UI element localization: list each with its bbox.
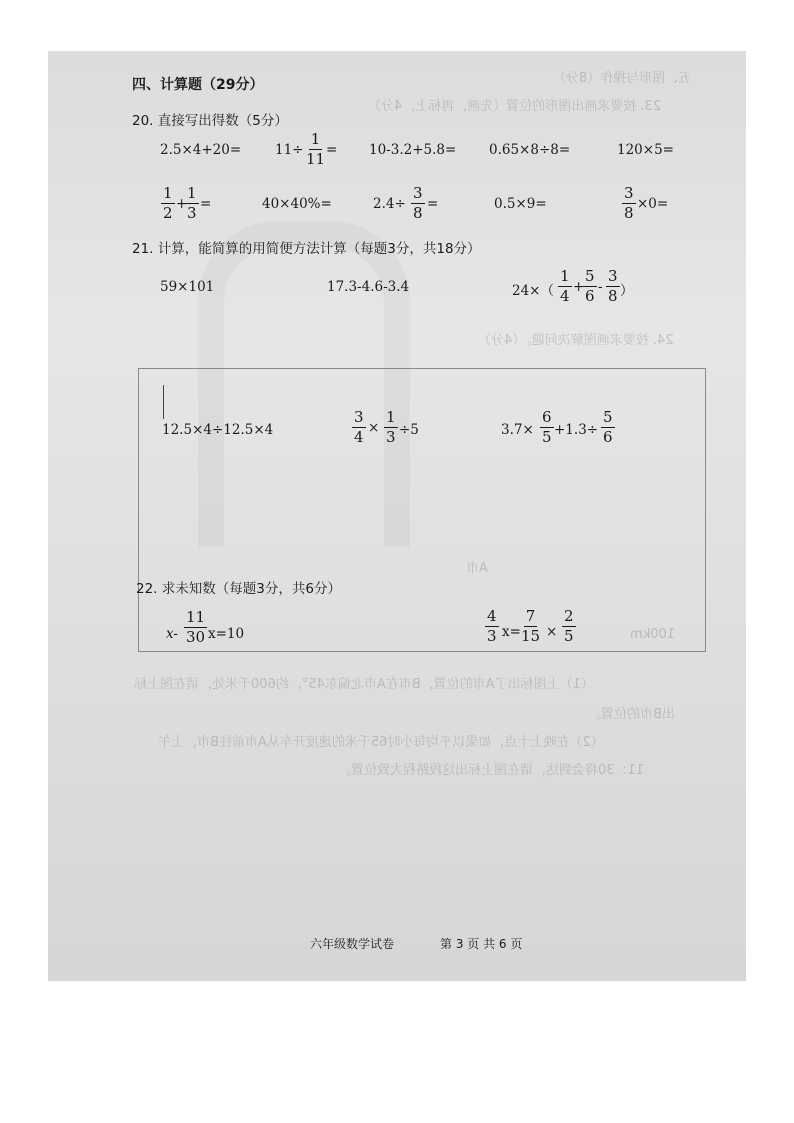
q20-expr-6-op: +: [176, 196, 188, 212]
pen-mark: [163, 385, 164, 419]
bleed-text-p1: （1）上图标出了A市的位置，B市在A市北偏东45°，约600千米处，请在图上标: [134, 677, 594, 692]
q20-expr-2-frac: $\frac{1}{11}$: [306, 130, 326, 168]
q21-expr-5-post: ÷5: [399, 422, 419, 438]
q21-expr-5-frac2: $\frac{1}{3}$: [386, 408, 396, 446]
q22-expr-1-frac: $\frac{11}{30}$: [186, 608, 206, 646]
footer-title: 六年级数学试卷: [310, 937, 395, 951]
q20-expr-10-frac: $\frac{3}{8}$: [624, 184, 634, 222]
q21-expr-6-frac2: $\frac{5}{6}$: [603, 408, 613, 446]
q22-expr-1-post: x=10: [208, 626, 245, 642]
q21-expr-4: 12.5×4÷12.5×4: [162, 422, 274, 438]
q21-expr-2: 17.3-4.6-3.4: [327, 279, 410, 295]
section-title: 四、计算题（29分）: [132, 77, 264, 93]
q20-expr-10-post: ×0=: [637, 196, 669, 212]
bleed-text-p2: 出B市的位置。: [588, 707, 675, 722]
q20-expr-8-post: =: [427, 196, 439, 212]
bleed-text-city: A市: [466, 561, 488, 576]
q21-expr-5-frac1: $\frac{3}{4}$: [354, 408, 364, 446]
q22-expr-2-frac2: $\frac{7}{15}$: [521, 607, 541, 645]
footer-page-number: 第 3 页 共 6 页: [440, 937, 523, 951]
q22-title: 22. 求未知数（每题3分，共6分）: [136, 581, 341, 597]
q20-expr-6-frac2: $\frac{1}{3}$: [187, 184, 197, 222]
q20-expr-7: 40×40%=: [262, 196, 332, 212]
q21-expr-6-mid: +1.3÷: [554, 422, 599, 438]
q21-expr-1: 59×101: [160, 279, 215, 295]
q21-expr-6-pre: 3.7×: [501, 422, 534, 438]
bleed-text-1: 五、图形与操作（8分）: [553, 71, 692, 86]
q20-expr-2-post: =: [326, 142, 338, 158]
q20-expr-2-pre: 11÷: [275, 142, 304, 158]
q20-expr-3: 10-3.2+5.8=: [369, 142, 457, 158]
q21-expr-3-post: ）: [620, 283, 634, 299]
q21-expr-3-pre: 24×（: [512, 283, 554, 299]
answer-box: [138, 368, 706, 652]
bleed-text-p3: （2）在晚上十点，如果以平均每小时65千米的速度开车从A市前往B市，上午: [158, 735, 604, 750]
q20-title: 20. 直接写出得数（5分）: [132, 113, 288, 129]
q22-expr-2-frac3: $\frac{2}{5}$: [564, 607, 574, 645]
bleed-text-p4: 11：30将会到达，请在图上标出这段路程大致位置。: [338, 763, 645, 778]
q21-expr-6-frac1: $\frac{6}{5}$: [542, 408, 552, 446]
q20-expr-8-pre: 2.4÷: [373, 196, 406, 212]
q20-expr-8-frac: $\frac{3}{8}$: [413, 184, 423, 222]
q21-expr-3-frac2: $\frac{5}{6}$: [585, 267, 595, 305]
q22-expr-2-mid: x=: [502, 624, 521, 640]
bleed-text-scale: 100km: [630, 627, 676, 642]
q21-expr-3-op1: +: [573, 279, 585, 295]
q21-title: 21. 计算，能简算的用简便方法计算（每题3分，共18分）: [132, 241, 481, 257]
q20-expr-5: 120×5=: [617, 142, 674, 158]
q21-expr-3-frac3: $\frac{3}{8}$: [608, 267, 618, 305]
q20-expr-9: 0.5×9=: [494, 196, 547, 212]
bleed-text-3: 24. 按要求画图解决问题。（4分）: [478, 333, 674, 348]
q21-expr-3-op2: -: [598, 279, 603, 295]
bleed-text-2: 23. 按要求画出图形的位置（先画，再标上，4分）: [368, 99, 662, 114]
q20-expr-1: 2.5×4+20=: [160, 142, 242, 158]
q20-expr-6-post: =: [200, 196, 212, 212]
q22-expr-2-frac1: $\frac{4}{3}$: [487, 607, 497, 645]
q22-expr-1-pre: x-: [166, 626, 178, 642]
q21-expr-3-frac1: $\frac{1}{4}$: [560, 267, 570, 305]
q21-expr-5-op: ×: [368, 420, 380, 436]
q20-expr-4: 0.65×8÷8=: [489, 142, 571, 158]
q22-expr-2-op: ×: [546, 624, 558, 640]
q20-expr-6-frac1: $\frac{1}{2}$: [163, 184, 173, 222]
